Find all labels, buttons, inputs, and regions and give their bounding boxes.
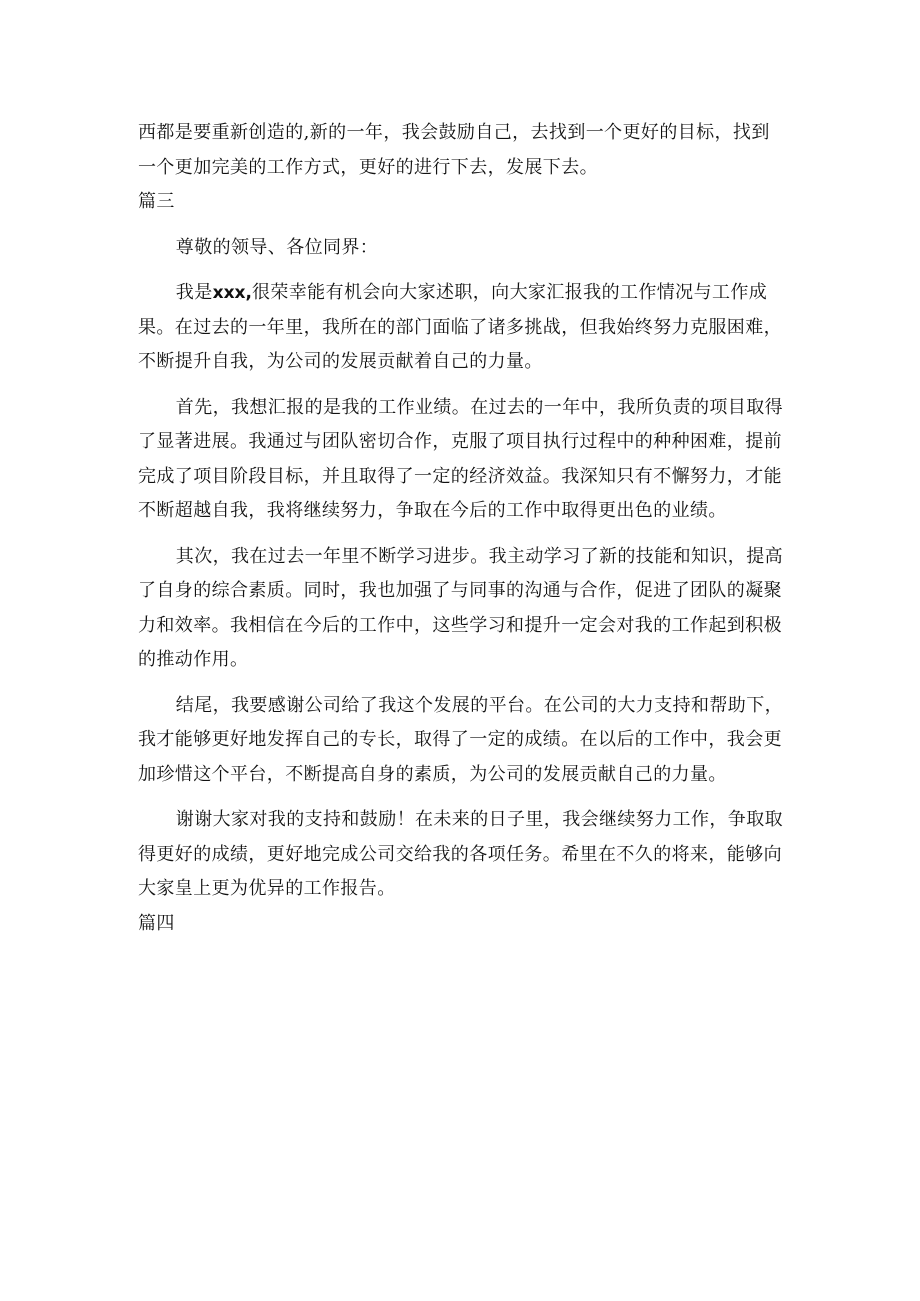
intro-text-rest: 很荣幸能有机会向大家述职，向大家汇报我的工作情况与工作成果。在过去的一年里，我所在的部门面临了诸多挑战，但我始终努力克服困难，不断提升自我，为公司的发展贡献着自己的力量。 (138, 282, 782, 372)
section-heading-4: 篇四 (138, 912, 175, 934)
paragraph-intro (138, 276, 788, 380)
paragraph-continuation: 西都是要重新创造的,新的一年，我会鼓励自己，去找到一个更好的目标，找到一个更加完美的工作方式，更好的进行下去，发展下去。 (138, 122, 770, 178)
section-heading-3: 篇三 (138, 191, 175, 212)
document-body (138, 116, 788, 941)
paragraph-achievements: 首先，我想汇报的是我的工作业绩。在过去的一年中，我所负责的项目取得了显著进展。我通过与团队密切合作，克服了项目执行过程中的种种困难，提前完成了项目阶段目标，并且取得了一定的经济效益。我深知只有不懈努力，才能不断超越自我，我将继续努力，争取在今后的工作中取得更出色的业绩。 (138, 396, 783, 521)
intro-text-start: 我是 (175, 282, 213, 303)
paragraph-gratitude: 结尾，我要感谢公司给了我这个发展的平台。在公司的大力支持和帮助下，我才能够更好地发挥自己的专长，取得了一定的成绩。在以后的工作中，我会更加珍惜这个平台，不断提高自身的素质，为公司的发展贡献自己的力量。 (138, 694, 783, 785)
speaker-name: xxx, (212, 283, 252, 303)
paragraph-closing: 谢谢大家对我的支持和鼓励！在未来的日子里，我会继续努力工作，争取取得更好的成绩，更好地完成公司交给我的各项任务。希里在不久的将来，能够向大家皇上更为优异的工作报告。 (138, 809, 783, 899)
salutation: 尊敬的领导、各位同界： (175, 236, 379, 258)
paragraph-learning: 其次，我在过去一年里不断学习进步。我主动学习了新的技能和知识，提高了自身的综合素质。同时，我也加强了与同事的沟通与合作，促进了团队的凝聚力和效率。我相信在今后的工作中，这些学习和提升一定会对我的工作起到积极的推动作用。 (138, 545, 783, 670)
